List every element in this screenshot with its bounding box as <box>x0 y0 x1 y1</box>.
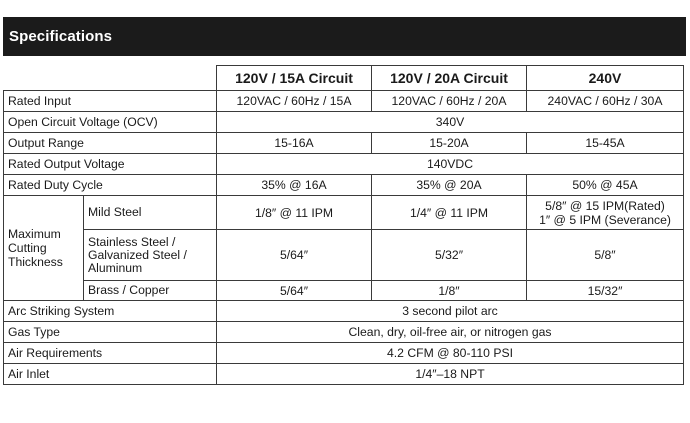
table-row <box>4 133 684 154</box>
table-row <box>4 301 684 322</box>
duty-cycle-240v: 50% @ 45A <box>527 175 684 196</box>
stainless-label-line2: Galvanized Steel / <box>88 247 187 262</box>
column-header-120v-20a: 120V / 20A Circuit <box>372 66 527 91</box>
table-row <box>4 112 684 133</box>
table-row <box>4 322 684 343</box>
brass-240v: 15/32″ <box>527 281 684 301</box>
header-blank-cell <box>4 66 217 91</box>
row-label-air-requirements: Air Requirements <box>4 343 217 364</box>
duty-cycle-120v-15a: 35% @ 16A <box>217 175 372 196</box>
stainless-label-line3: Aluminum <box>88 260 143 275</box>
row-label-rated-output-voltage: Rated Output Voltage <box>4 154 217 175</box>
column-header-240v: 240V <box>527 66 684 91</box>
specifications-table <box>3 65 684 385</box>
stainless-label-line1: Stainless Steel / <box>88 234 176 249</box>
mild-steel-120v-20a: 1/4″ @ 11 IPM <box>372 196 527 230</box>
arc-striking-value: 3 second pilot arc <box>217 301 684 322</box>
mild-steel-240v <box>527 196 684 230</box>
gas-type-value: Clean, dry, oil-free air, or nitrogen gas <box>217 322 684 343</box>
air-requirements-value: 4.2 CFM @ 80-110 PSI <box>217 343 684 364</box>
mild-steel-240v-rated: 5/8″ @ 15 IPM(Rated) <box>545 198 665 213</box>
air-inlet-value: 1/4″–18 NPT <box>217 364 684 385</box>
row-label-max-cutting-thickness <box>4 196 84 301</box>
mild-steel-240v-severance: 1″ @ 5 IPM (Severance) <box>539 212 671 227</box>
table-row <box>4 196 684 230</box>
row-label-air-inlet: Air Inlet <box>4 364 217 385</box>
row-label-arc-striking: Arc Striking System <box>4 301 217 322</box>
row-label-rated-input: Rated Input <box>4 91 217 112</box>
page-title: Specifications <box>9 28 113 45</box>
output-range-120v-15a: 15-16A <box>217 133 372 154</box>
table-row <box>4 175 684 196</box>
row-label-output-range: Output Range <box>4 133 217 154</box>
max-cutting-label-line3: Thickness <box>8 255 63 269</box>
row-label-brass-copper: Brass / Copper <box>84 281 217 301</box>
ocv-value: 340V <box>217 112 684 133</box>
row-label-mild-steel: Mild Steel <box>84 196 217 230</box>
specifications-header <box>3 17 686 56</box>
max-cutting-label-line1: Maximum <box>8 227 61 241</box>
brass-120v-15a: 5/64″ <box>217 281 372 301</box>
output-range-120v-20a: 15-20A <box>372 133 527 154</box>
table-row <box>4 154 684 175</box>
column-header-120v-15a: 120V / 15A Circuit <box>217 66 372 91</box>
row-label-ocv: Open Circuit Voltage (OCV) <box>4 112 217 133</box>
rated-input-240v: 240VAC / 60Hz / 30A <box>527 91 684 112</box>
rated-output-voltage-value: 140VDC <box>217 154 684 175</box>
stainless-120v-20a: 5/32″ <box>372 230 527 281</box>
table-row <box>4 364 684 385</box>
output-range-240v: 15-45A <box>527 133 684 154</box>
brass-120v-20a: 1/8″ <box>372 281 527 301</box>
max-cutting-label-line2: Cutting <box>8 241 47 255</box>
table-row <box>4 281 684 301</box>
row-label-stainless-steel <box>84 230 217 281</box>
stainless-240v: 5/8″ <box>527 230 684 281</box>
rated-input-120v-15a: 120VAC / 60Hz / 15A <box>217 91 372 112</box>
row-label-gas-type: Gas Type <box>4 322 217 343</box>
duty-cycle-120v-20a: 35% @ 20A <box>372 175 527 196</box>
rated-input-120v-20a: 120VAC / 60Hz / 20A <box>372 91 527 112</box>
stainless-120v-15a: 5/64″ <box>217 230 372 281</box>
table-row <box>4 91 684 112</box>
table-row <box>4 230 684 281</box>
mild-steel-120v-15a: 1/8″ @ 11 IPM <box>217 196 372 230</box>
row-label-duty-cycle: Rated Duty Cycle <box>4 175 217 196</box>
table-row <box>4 343 684 364</box>
table-header-row <box>4 66 684 91</box>
